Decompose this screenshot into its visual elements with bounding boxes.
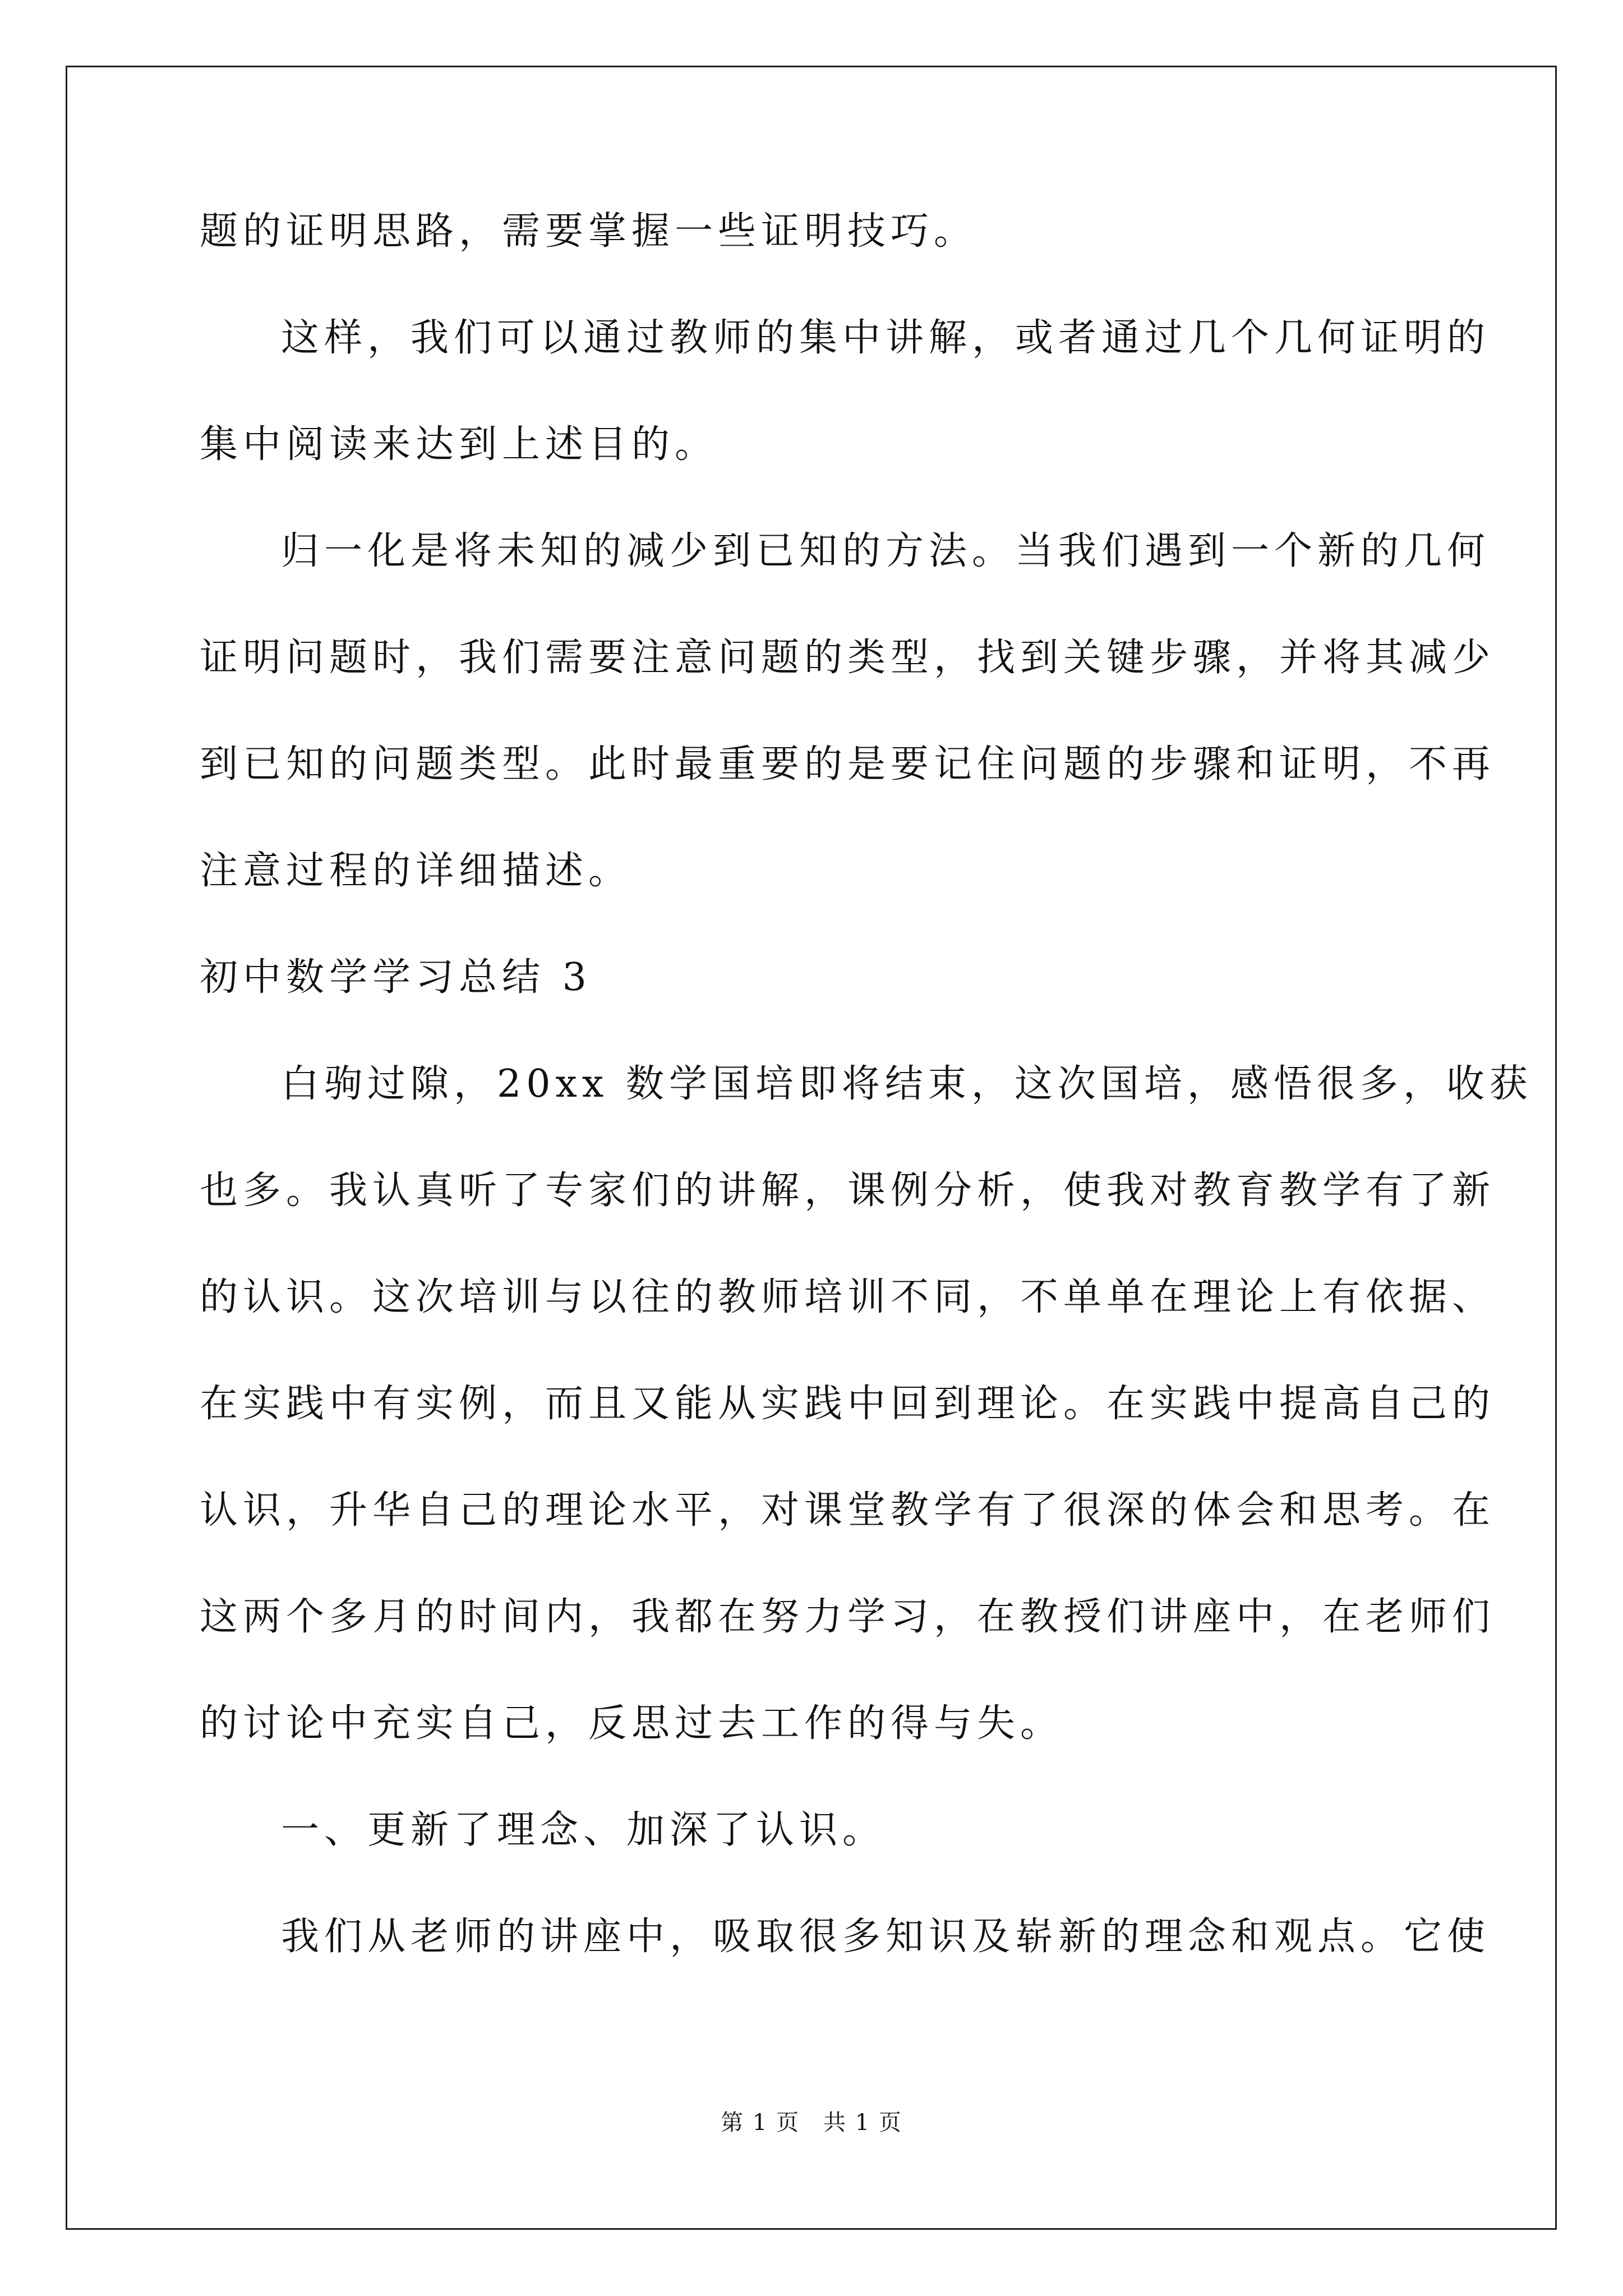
subheading: 一、更新了理念、加深了认识。 — [281, 1808, 886, 1852]
text-line: 认识，升华自己的理论水平，对课堂教学有了很深的体会和思考。在 — [200, 1488, 1496, 1533]
text-line: 到已知的问题类型。此时最重要的是要记住问题的步骤和证明，不再 — [200, 742, 1496, 786]
text-line: 证明问题时，我们需要注意问题的类型，找到关键步骤，并将其减少 — [200, 636, 1496, 680]
text-line: 这两个多月的时间内，我都在努力学习，在教授们讲座中，在老师们 — [200, 1595, 1496, 1639]
text-line: 的讨论中充实自己，反思过去工作的得与失。 — [200, 1701, 1064, 1746]
text-line: 也多。我认真听了专家们的讲解，课例分析，使我对教育教学有了新 — [200, 1168, 1496, 1213]
text-line: 的认识。这次培训与以往的教师培训不同，不单单在理论上有依据、 — [200, 1275, 1496, 1319]
page-border — [66, 66, 1557, 2230]
text-line: 注意过程的详细描述。 — [200, 849, 632, 893]
text-line: 这样，我们可以通过教师的集中讲解，或者通过几个几何证明的 — [281, 316, 1491, 360]
text-line: 白驹过隙，20xx 数学国培即将结束，这次国培，感悟很多，收获 — [281, 1062, 1533, 1106]
text-line: 题的证明思路，需要掌握一些证明技巧。 — [200, 209, 978, 254]
text-line: 我们从老师的讲座中，吸取很多知识及崭新的理念和观点。它使 — [281, 1915, 1491, 1959]
text-line: 在实践中有实例，而且又能从实践中回到理论。在实践中提高自己的 — [200, 1382, 1496, 1426]
page-number-footer: 第 1 页 共 1 页 — [721, 2110, 902, 2136]
text-line: 归一化是将未知的减少到已知的方法。当我们遇到一个新的几何 — [281, 529, 1491, 573]
section-heading: 初中数学学习总结 3 — [200, 955, 592, 1000]
text-line: 集中阅读来达到上述目的。 — [200, 422, 718, 467]
